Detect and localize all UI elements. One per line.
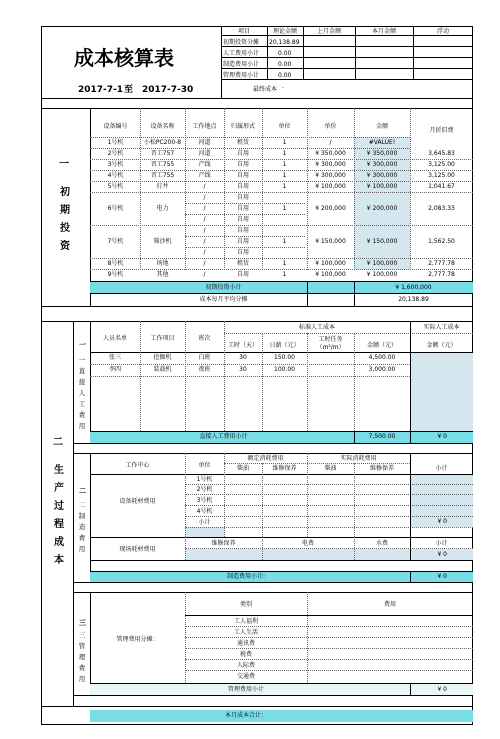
cell-equip-name: 其他 <box>156 271 169 278</box>
mfg-unit: 3号机 <box>196 497 213 504</box>
mfg-fuel-quota: 柴油 <box>236 465 249 472</box>
mgmt-category: 税费 <box>239 651 252 658</box>
cell-equip-name: 晋工755 <box>150 161 175 168</box>
cell-equip-no: 3号机 <box>107 161 124 168</box>
mgmt-category: 工人福利 <box>233 618 258 625</box>
cell-labor-amount: 4,500.00 <box>368 354 396 361</box>
summary-header-theory: 理论金额 <box>272 28 297 35</box>
summary-header-item: 项目 <box>237 28 250 35</box>
cell-amount: #VALUE! <box>368 139 396 146</box>
cell-ownership: 自用 <box>236 249 249 256</box>
col-header: 设备编号 <box>103 123 128 130</box>
labor-sub-task: 工时任务（m³/m） <box>316 336 345 351</box>
cell-ownership: 租赁 <box>236 139 249 146</box>
site-header-electric: 电费 <box>301 540 314 547</box>
cell-price: ¥ 300,000 <box>315 172 346 179</box>
cell-place: / <box>203 216 206 223</box>
date-to: 2017-7-30 <box>142 85 194 95</box>
cell-ownership: 租赁 <box>236 260 249 267</box>
cell-equip-name: 小松PC200-8 <box>143 139 182 146</box>
cell-ownership: 自用 <box>236 271 249 278</box>
cell-price: ¥ 300,000 <box>315 161 346 168</box>
cell-equip-name: 打井 <box>156 183 169 190</box>
mfg-work-center: 工作中心 <box>125 462 150 469</box>
cell-unit: 1 <box>282 183 287 190</box>
cell-unit: 1 <box>282 205 287 212</box>
cell-shift: 夜班 <box>198 366 211 373</box>
section-1-number: 一 <box>59 159 69 170</box>
cell-amount: ¥ 350,000 <box>366 150 398 157</box>
cell-price: ¥ 100,000 <box>315 271 346 278</box>
labor-sub-amount-std: 金额（元） <box>366 342 397 349</box>
cell-ownership: 自用 <box>236 216 249 223</box>
equip-total: ¥ 0 <box>437 518 447 525</box>
cell-depreciation: 2,083.33 <box>428 205 455 212</box>
cell-amount: ¥ 100,000 <box>366 183 398 190</box>
mgmt-category: 人际费 <box>236 662 255 669</box>
col-header: 单位 <box>278 123 291 130</box>
date-from: 2017-7-1 <box>78 85 124 95</box>
cell-unit: 1 <box>282 161 287 168</box>
cell-worker: 张三 <box>108 354 121 361</box>
summary-header-float: 浮动 <box>436 28 449 35</box>
labor-sub-amount-act: 金额（元） <box>426 342 457 349</box>
cell-unit: 1 <box>282 271 287 278</box>
col-header: 月折旧费 <box>429 127 454 134</box>
mfg-unit: 1号机 <box>196 476 213 483</box>
cell-ownership: 自用 <box>236 172 249 179</box>
cell-amount: ¥ 150,000 <box>366 238 398 245</box>
labor-subtotal-act: ¥ 0 <box>437 433 447 440</box>
mgmt-alloc-label: 管理费用分摊： <box>116 636 159 643</box>
cell-unit: 1 <box>282 260 287 267</box>
monthly-avg-value: 20,138.89 <box>398 296 429 303</box>
cell-unit: 1 <box>282 238 287 245</box>
mfg-unit-header: 单位 <box>198 462 211 469</box>
cell-place: / <box>203 227 206 234</box>
mfg-section-marker: 二 <box>79 487 86 495</box>
cell-equip-name: 晋工757 <box>150 150 175 157</box>
month-total-label: 本月成本合计： <box>224 712 267 719</box>
labor-sub-pay: 日薪（元） <box>269 342 300 349</box>
mgmt-section-label: 三管理费用 <box>78 631 86 683</box>
cell-depreciation: 3,125.00 <box>428 161 455 168</box>
page-title: 成本核算表 <box>74 46 174 70</box>
cell-equip-name: 场地 <box>156 260 169 267</box>
summary-row-theory: 0.00 <box>278 72 292 79</box>
cell-price: / <box>329 139 332 146</box>
cell-depreciation: 2,777.78 <box>428 271 455 278</box>
labor-section-label: 一直接人工费用 <box>78 356 86 430</box>
mfg-subtotal-header: 小计 <box>435 465 448 472</box>
cell-unit: 1 <box>282 139 287 146</box>
mgmt-category-header: 类别 <box>239 601 252 608</box>
labor-header-shift: 班次 <box>198 335 211 342</box>
cell-days: 30 <box>239 354 247 361</box>
summary-header-last-month: 上月金额 <box>316 28 341 35</box>
cell-place: / <box>203 249 206 256</box>
mgmt-total-label: 管理费用小计 <box>227 686 264 693</box>
labor-section-marker: 一 <box>79 341 86 349</box>
cell-price: ¥ 100,000 <box>315 260 346 267</box>
cell-equip-no: 8号机 <box>107 260 124 267</box>
date-separator: 至 <box>124 85 134 95</box>
mgmt-total-value: ¥ 0 <box>437 686 447 693</box>
cell-daily-pay: 150.00 <box>274 354 295 361</box>
mgmt-category: 通讯费 <box>236 640 255 647</box>
cell-price: ¥ 350,000 <box>315 150 346 157</box>
cell-labor-amount: 3,000.00 <box>368 366 396 373</box>
mfg-section-label: 二制造费用 <box>78 501 86 553</box>
cell-ownership: 自用 <box>236 183 249 190</box>
summary-row-label: 人工费用小计 <box>223 50 260 57</box>
cell-place: / <box>203 260 206 267</box>
labor-subtotal-std: 7,500.00 <box>368 433 396 440</box>
final-cost-label: 最终成本 <box>253 86 278 93</box>
cell-equip-no: 9号机 <box>107 271 124 278</box>
mfg-actual-title: 实际消耗费用 <box>340 455 377 462</box>
mgmt-fee-header: 费用 <box>383 601 396 608</box>
mgmt-category: 交通费 <box>236 673 255 680</box>
cell-amount: ¥ 300,000 <box>366 172 398 179</box>
cell-amount: ¥ 100,000 <box>366 260 398 267</box>
cell-place: / <box>203 194 206 201</box>
invest-subtotal-label: 初期投资小计 <box>205 284 242 291</box>
cell-ownership: 自用 <box>236 205 249 212</box>
cell-ownership: 自用 <box>236 194 249 201</box>
labor-header-name: 人员名单 <box>102 335 127 342</box>
cell-amount: ¥ 200,000 <box>366 205 398 212</box>
summary-row-label: 制造费用小计 <box>223 61 260 68</box>
cell-place: 产线 <box>198 161 211 168</box>
cell-days: 30 <box>239 366 247 373</box>
col-header: 设备名称 <box>150 123 175 130</box>
labor-act-shade <box>410 353 473 431</box>
labor-act-title: 实际人工成本 <box>423 324 460 331</box>
mgmt-section-marker: 三 <box>79 619 86 627</box>
mfg-fuel-actual: 柴油 <box>324 465 337 472</box>
mgmt-category: 工人生活 <box>233 629 258 636</box>
mfg-quota-title: 额定消耗费用 <box>247 455 284 462</box>
cell-work-item: 挖掘机 <box>153 354 172 361</box>
col-header: 工作地点 <box>192 123 217 130</box>
section-2-number: 二 <box>53 437 63 448</box>
cell-depreciation: 1,562.50 <box>428 238 455 245</box>
col-header: 单价 <box>324 123 337 130</box>
summary-row-theory: 0.00 <box>278 61 292 68</box>
labor-std-title: 标准人工成本 <box>298 324 335 331</box>
site-header-subtotal: 小计 <box>435 540 448 547</box>
summary-row-theory: 0.00 <box>278 50 292 57</box>
cell-place: / <box>203 205 206 212</box>
summary-row-theory: 20,138.89 <box>269 39 300 46</box>
mfg-total-value: ¥ 0 <box>437 573 447 580</box>
site-input-shade <box>185 549 410 560</box>
cell-place: / <box>203 271 206 278</box>
cell-place: 产线 <box>198 172 211 179</box>
monthly-avg-label: 成本每月平均分摊 <box>199 296 248 303</box>
mfg-unit: 2号机 <box>196 486 213 493</box>
cell-equip-no: 5号机 <box>107 183 124 190</box>
cell-work-item: 装载机 <box>153 366 172 373</box>
labor-subtotal-label: 直接人工费用小计 <box>199 433 248 440</box>
site-consumables-label: 现场耗材费用 <box>119 546 156 553</box>
labor-header-item: 工作项目 <box>150 335 175 342</box>
cell-ownership: 自用 <box>236 161 249 168</box>
site-total: ¥ 0 <box>437 551 447 558</box>
cell-equip-no: 6号机 <box>107 205 124 212</box>
cell-depreciation: 2,777.78 <box>428 260 455 267</box>
cell-equip-no: 7号机 <box>107 238 124 245</box>
cell-equip-no: 1号机 <box>107 139 124 146</box>
cell-equip-name: 晋工755 <box>150 172 175 179</box>
cell-equip-no: 4号机 <box>107 172 124 179</box>
cell-worker: 李四 <box>108 366 121 373</box>
cell-amount: ¥ 300,000 <box>366 161 398 168</box>
cell-depreciation: 3,645.83 <box>428 150 455 157</box>
col-header: 归属形式 <box>230 123 255 130</box>
mfg-total-label: 制造费用小计: <box>226 573 266 580</box>
cell-ownership: 自用 <box>236 150 249 157</box>
cell-place: / <box>203 183 206 190</box>
invest-subtotal-value: ¥ 1,600,000 <box>395 284 432 291</box>
mfg-unit-shade <box>185 527 224 537</box>
cell-shift: 白班 <box>198 354 211 361</box>
site-header-repair: 维修保养 <box>211 540 236 547</box>
cell-place: 河道 <box>198 139 211 146</box>
labor-sub-days: 工时（天） <box>227 342 258 349</box>
cell-unit: 1 <box>282 172 287 179</box>
site-header-water: 水费 <box>375 540 388 547</box>
cell-ownership: 自用 <box>236 227 249 234</box>
cell-equip-name: 电力 <box>156 205 169 212</box>
mfg-repair-quota: 维修保养 <box>272 465 297 472</box>
final-cost-marker: · <box>282 85 284 92</box>
cell-depreciation: 3,125.00 <box>428 172 455 179</box>
section-1-label: 初期投资 <box>60 187 70 252</box>
cell-price: ¥ 150,000 <box>315 238 346 245</box>
cell-equip-name: 筛沙机 <box>153 238 172 245</box>
mfg-unit: 4号机 <box>196 508 213 515</box>
cell-ownership: 自用 <box>236 238 249 245</box>
equip-consumables-label: 设备耗材费用 <box>119 498 156 505</box>
cell-price: ¥ 200,000 <box>315 205 346 212</box>
cell-amount: ¥ 100,000 <box>366 271 398 278</box>
mfg-unit: 小计 <box>198 519 211 526</box>
cell-depreciation: 1,041.67 <box>428 183 455 190</box>
col-header: 金额 <box>375 123 388 130</box>
cell-daily-pay: 100.00 <box>274 366 295 373</box>
cell-unit: 1 <box>282 150 287 157</box>
cell-place: 河道 <box>198 150 211 157</box>
summary-row-label: 初期投资分摊 <box>223 39 260 46</box>
summary-header-this-month: 本月金额 <box>371 28 396 35</box>
mfg-repair-actual: 维修保养 <box>369 465 394 472</box>
cell-price: ¥ 100,000 <box>315 183 346 190</box>
section-2-label: 生产过程成本 <box>54 465 64 566</box>
cell-equip-no: 2号机 <box>107 150 124 157</box>
cell-place: / <box>203 238 206 245</box>
summary-row-label: 管理费用小计 <box>223 72 260 79</box>
